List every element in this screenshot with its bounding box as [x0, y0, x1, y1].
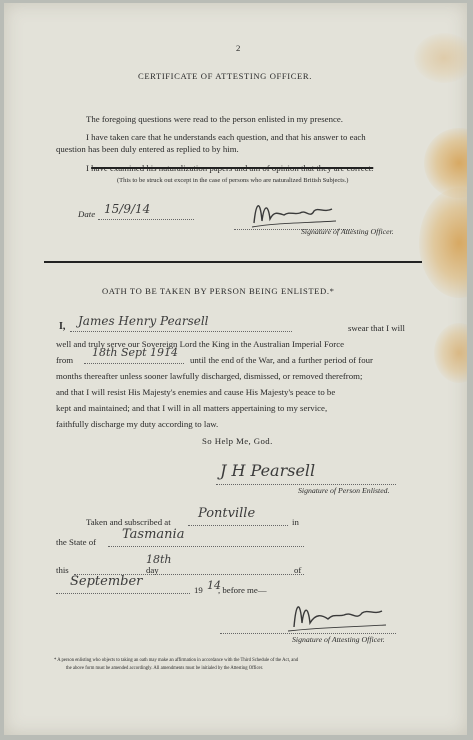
- officer-signature-line-2: [220, 633, 396, 634]
- paper-stain: [434, 323, 467, 383]
- footnote-line2: the above form must be amended accordingly. All amendments must be initialed by the Attesting Officer.: [66, 666, 264, 671]
- oath-line3: until the end of the War, and a further period of four: [190, 355, 373, 365]
- paper-stain: [419, 188, 467, 298]
- from-date-value: 18th Sept 1914: [92, 346, 178, 359]
- month-line: [56, 593, 190, 594]
- day-value: 18th: [146, 553, 172, 566]
- oath-title: OATH TO BE TAKEN BY PERSON BEING ENLISTED.*: [102, 286, 335, 296]
- of-label: of: [294, 565, 302, 575]
- oath-line6: kept and maintained; and that I will in all matters appertaining to my service,: [56, 403, 328, 413]
- state-value: Tasmania: [122, 527, 185, 542]
- year-value: 14: [207, 579, 221, 592]
- person-signature-value: J H Pearsell: [220, 461, 316, 480]
- date-line: [98, 219, 194, 220]
- oath-line4: months thereafter unless sooner lawfully discharged, dismissed, or removed therefrom;: [56, 371, 363, 381]
- before-me-label: , before me—: [218, 585, 267, 595]
- certificate-para2-line1: I have taken care that he understands each question, and that his answer to each: [86, 132, 366, 142]
- this-label: this: [56, 565, 69, 575]
- officer-signature-icon: [282, 593, 392, 637]
- enlisted-name-value: James Henry Pearsell: [78, 314, 209, 328]
- oath-i-label: I,: [59, 321, 66, 332]
- officer-signature-caption: Signature of Attesting Officer.: [292, 635, 385, 644]
- oath-from-label: from: [56, 355, 74, 365]
- state-line: [108, 546, 304, 547]
- taken-subscribed-label: Taken and subscribed at: [86, 517, 171, 527]
- paper-stain: [414, 33, 467, 83]
- certificate-para3: I have examined his naturalization papers and am of opinion that they are correct.: [86, 163, 374, 173]
- name-line: [70, 331, 292, 332]
- place-value: Pontville: [198, 506, 256, 521]
- from-date-line: [84, 363, 184, 364]
- certificate-para1: The foregoing questions were read to the person enlisted in my presence.: [86, 114, 343, 124]
- date-label: Date: [78, 209, 96, 219]
- oath-line7: faithfully discharge my duty according to law.: [56, 419, 219, 429]
- date-value: 15/9/14: [104, 202, 151, 216]
- person-signature-caption: Signature of Person Enlisted.: [298, 486, 390, 495]
- place-line: [188, 525, 288, 526]
- certificate-title: CERTIFICATE OF ATTESTING OFFICER.: [138, 71, 312, 81]
- attestation-page: [4, 3, 467, 735]
- year-prefix: 19: [194, 585, 203, 595]
- naturalization-note: (This to be struck out except in the case of persons who are naturalized British Subjects.): [117, 177, 349, 184]
- section-divider: [44, 261, 422, 263]
- in-label: in: [292, 517, 299, 527]
- certificate-para2-line2: question has been duly entered as replied to by him.: [56, 144, 239, 154]
- footnote-line1: * A person enlisting who objects to taking an oath may make an affirmation in accordance with the Third Schedule of the Act, and: [54, 658, 299, 663]
- day-label: day: [146, 565, 159, 575]
- attesting-officer-caption: Signature of Attesting Officer.: [301, 227, 394, 236]
- person-signature-line: [216, 484, 396, 485]
- month-value: September: [70, 574, 143, 589]
- state-label: the State of: [56, 537, 97, 547]
- oath-line5: and that I will resist His Majesty's enemies and cause His Majesty's peace to be: [56, 387, 336, 397]
- oath-swear-text: swear that I will: [348, 323, 405, 333]
- page-number: 2: [236, 43, 241, 53]
- oath-line2: well and truly serve our Sovereign Lord the King in the Australian Imperial Force: [56, 339, 345, 349]
- oath-closing: So Help Me, God.: [202, 436, 273, 446]
- struck-out-text: have examined his naturalization papers and am of opinion that they are correct.: [91, 163, 374, 173]
